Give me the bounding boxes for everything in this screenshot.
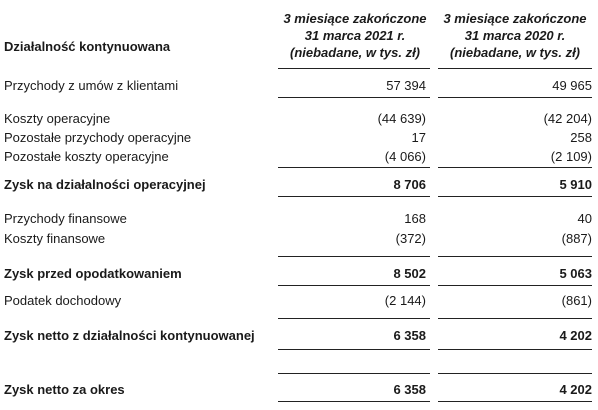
row-label: Zysk netto z działalności kontynuowanej: [4, 328, 255, 343]
row-label: Pozostałe przychody operacyjne: [4, 130, 192, 145]
row-divider: [438, 167, 592, 168]
row-divider: [278, 196, 430, 197]
value-2021: (4 066): [384, 149, 426, 164]
section-title-row: [0, 38, 598, 56]
row-label: Pozostałe koszty operacyjne: [4, 149, 169, 164]
column-header-line: (niebadane, w tys. zł): [289, 45, 421, 60]
row-divider: [278, 97, 430, 98]
value-2020: 5 910: [559, 177, 592, 192]
value-2020: 258: [570, 130, 592, 145]
table-row: [0, 129, 598, 147]
value-2021: 17: [411, 130, 426, 145]
value-2020: 4 202: [559, 382, 592, 397]
column-header-line: 31 marca 2020 r.: [464, 28, 566, 43]
table-row: [0, 110, 598, 128]
value-2020: (2 109): [550, 149, 592, 164]
column-header-line: (niebadane, w tys. zł): [449, 45, 581, 60]
row-divider: [438, 196, 592, 197]
table-row: [0, 77, 598, 95]
row-divider: [438, 256, 592, 257]
row-divider: [278, 373, 430, 374]
row-divider: [438, 318, 592, 319]
column-header-line: 31 marca 2021 r.: [304, 28, 406, 43]
table-row-subtotal: [0, 265, 598, 283]
header-divider: [278, 68, 430, 69]
value-2020: (861): [561, 293, 592, 308]
row-label: Przychody finansowe: [4, 211, 127, 226]
table-row-subtotal: [0, 176, 598, 194]
row-divider: [278, 256, 430, 257]
value-2020: 49 965: [552, 78, 592, 93]
row-label: Podatek dochodowy: [4, 293, 122, 308]
value-2020: 40: [577, 211, 592, 226]
row-divider: [438, 373, 592, 374]
row-divider: [278, 285, 430, 286]
row-divider: [438, 401, 592, 402]
value-2021: 57 394: [386, 78, 426, 93]
row-divider: [278, 167, 430, 168]
row-divider: [278, 401, 430, 402]
row-label: Zysk netto za okres: [4, 382, 125, 397]
value-2021: (2 144): [384, 293, 426, 308]
value-2020: (887): [561, 231, 592, 246]
column-header-line: 3 miesiące zakończone: [443, 11, 587, 26]
row-divider: [438, 285, 592, 286]
row-divider: [438, 97, 592, 98]
row-label: Koszty operacyjne: [4, 111, 111, 126]
value-2021: 8 706: [393, 177, 426, 192]
value-2021: 6 358: [393, 382, 426, 397]
value-2020: (42 204): [543, 111, 592, 126]
row-label: Przychody z umów z klientami: [4, 78, 179, 93]
column-header-line: 3 miesiące zakończone: [283, 11, 427, 26]
table-row-subtotal: [0, 327, 598, 345]
value-2020: 4 202: [559, 328, 592, 343]
value-2021: (44 639): [377, 111, 426, 126]
table-row-total: [0, 381, 598, 399]
value-2021: (372): [395, 231, 426, 246]
value-2021: 168: [404, 211, 426, 226]
row-label: Zysk przed opodatkowaniem: [4, 266, 182, 281]
section-title: Działalność kontynuowana: [4, 39, 171, 54]
row-label: Koszty finansowe: [4, 231, 106, 246]
table-row: [0, 292, 598, 310]
row-divider: [278, 349, 430, 350]
value-2020: 5 063: [559, 266, 592, 281]
table-row: [0, 148, 598, 166]
row-divider: [438, 349, 592, 350]
row-label: Zysk na działalności operacyjnej: [4, 177, 206, 192]
value-2021: 8 502: [393, 266, 426, 281]
row-divider: [278, 318, 430, 319]
table-row: [0, 210, 598, 228]
value-2021: 6 358: [393, 328, 426, 343]
table-row: [0, 230, 598, 248]
header-divider: [438, 68, 592, 69]
